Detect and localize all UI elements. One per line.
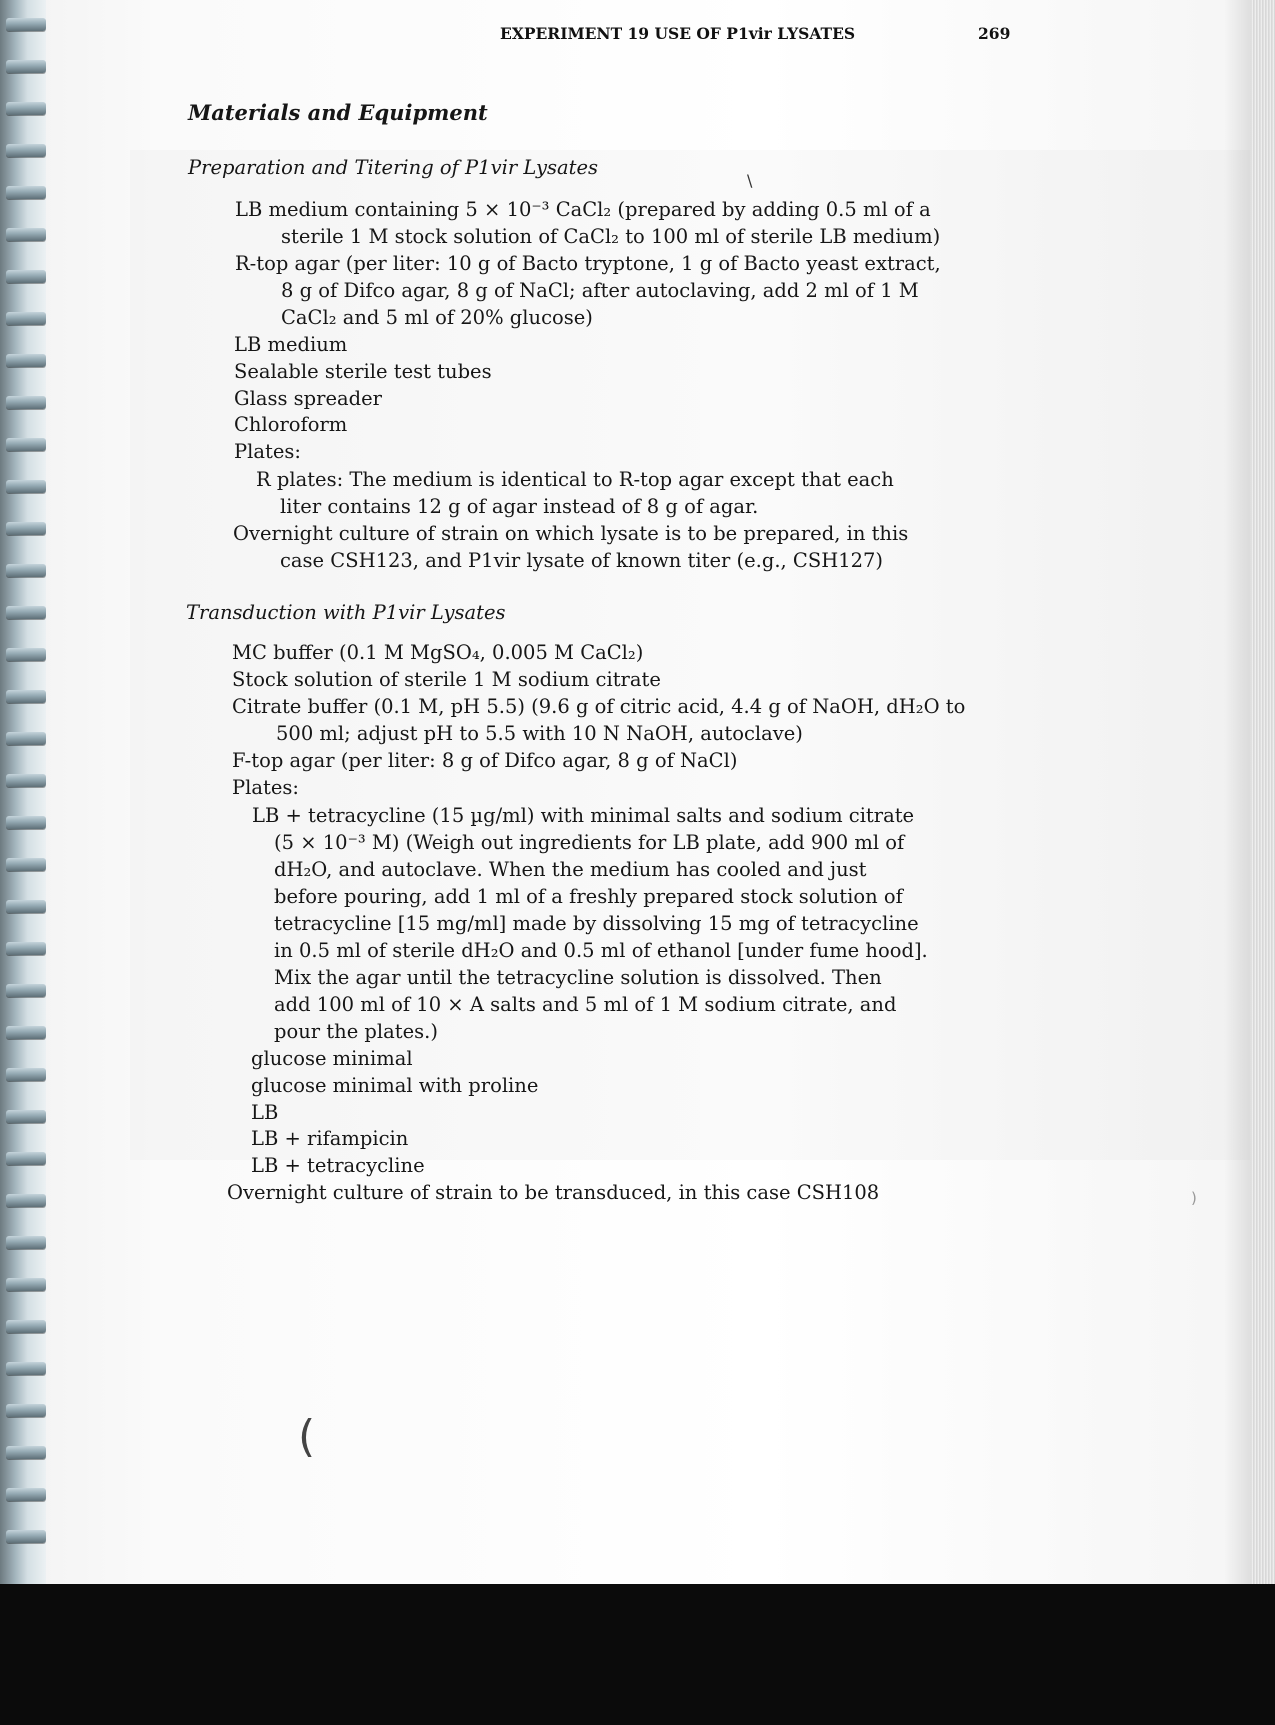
list-item-continuation: add 100 ml of 10 × A salts and 5 ml of 1 M sodium citrate, and	[274, 993, 897, 1016]
list-item-continuation: tetracycline [15 mg/ml] made by dissolving 15 mg of tetracycline	[274, 912, 919, 935]
stray-paren-mark: )	[1191, 1189, 1197, 1207]
list-item-continuation: 500 ml; adjust pH to 5.5 with 10 N NaOH, autoclave)	[276, 722, 803, 745]
list-item: LB medium	[234, 333, 348, 356]
list-item-continuation: case CSH123, and P1vir lysate of known titer (e.g., CSH127)	[280, 549, 884, 572]
section-heading: Materials and Equipment	[188, 100, 488, 125]
page-number: 269	[978, 24, 1011, 43]
list-item-continuation: dH₂O, and autoclave. When the medium has cooled and just	[274, 858, 867, 881]
list-subitem: LB	[251, 1101, 279, 1124]
list-subitem: LB + tetracycline (15 µg/ml) with minimal salts and sodium citrate	[252, 804, 915, 827]
list-item-continuation: liter contains 12 g of agar instead of 8 g of agar.	[280, 495, 759, 518]
stray-tick-mark: \	[747, 171, 753, 190]
list-item: Plates:	[232, 776, 299, 799]
list-item-continuation: (5 × 10⁻³ M) (Weigh out ingredients for LB plate, add 900 ml of	[274, 831, 905, 854]
list-item-continuation: 8 g of Difco agar, 8 g of NaCl; after autoclaving, add 2 ml of 1 M	[281, 279, 919, 302]
list-item: F-top agar (per liter: 8 g of Difco agar, 8 g of NaCl)	[232, 749, 738, 772]
list-item: Plates:	[234, 440, 301, 463]
list-item: Chloroform	[234, 413, 348, 436]
stray-bracket-mark: (	[298, 1411, 316, 1462]
list-item: Glass spreader	[234, 387, 382, 410]
list-item: Overnight culture of strain on which lysate is to be prepared, in this	[233, 522, 909, 545]
list-item-continuation: in 0.5 ml of sterile dH₂O and 0.5 ml of ethanol [under fume hood].	[274, 939, 928, 962]
list-item-continuation: before pouring, add 1 ml of a freshly prepared stock solution of	[274, 885, 903, 908]
list-item: R-top agar (per liter: 10 g of Bacto tryptone, 1 g of Bacto yeast extract,	[235, 252, 941, 275]
list-item: Overnight culture of strain to be transduced, in this case CSH108	[227, 1181, 880, 1204]
list-item: Sealable sterile test tubes	[234, 360, 492, 383]
list-subitem: glucose minimal with proline	[251, 1074, 539, 1097]
list-item-continuation: Mix the agar until the tetracycline solution is dissolved. Then	[274, 966, 882, 989]
list-subitem: R plates: The medium is identical to R-top agar except that each	[256, 468, 894, 491]
subsection-title-transduction: Transduction with P1vir Lysates	[186, 601, 506, 624]
list-item-continuation: CaCl₂ and 5 ml of 20% glucose)	[281, 306, 593, 329]
list-item: Citrate buffer (0.1 M, pH 5.5) (9.6 g of citric acid, 4.4 g of NaOH, dH₂O to	[232, 695, 966, 718]
list-subitem: glucose minimal	[251, 1047, 413, 1070]
list-item: MC buffer (0.1 M MgSO₄, 0.005 M CaCl₂)	[232, 641, 644, 664]
subsection-title-preparation: Preparation and Titering of P1vir Lysates	[188, 156, 598, 179]
list-subitem: LB + rifampicin	[251, 1127, 409, 1150]
list-item-continuation: sterile 1 M stock solution of CaCl₂ to 100 ml of sterile LB medium)	[281, 225, 941, 248]
running-title: EXPERIMENT 19 USE OF P1vir LYSATES	[500, 24, 856, 43]
list-item: Stock solution of sterile 1 M sodium citrate	[232, 668, 661, 691]
list-subitem: LB + tetracycline	[251, 1154, 425, 1177]
list-item: LB medium containing 5 × 10⁻³ CaCl₂ (prepared by adding 0.5 ml of a	[235, 198, 931, 221]
list-item-continuation: pour the plates.)	[274, 1020, 438, 1043]
